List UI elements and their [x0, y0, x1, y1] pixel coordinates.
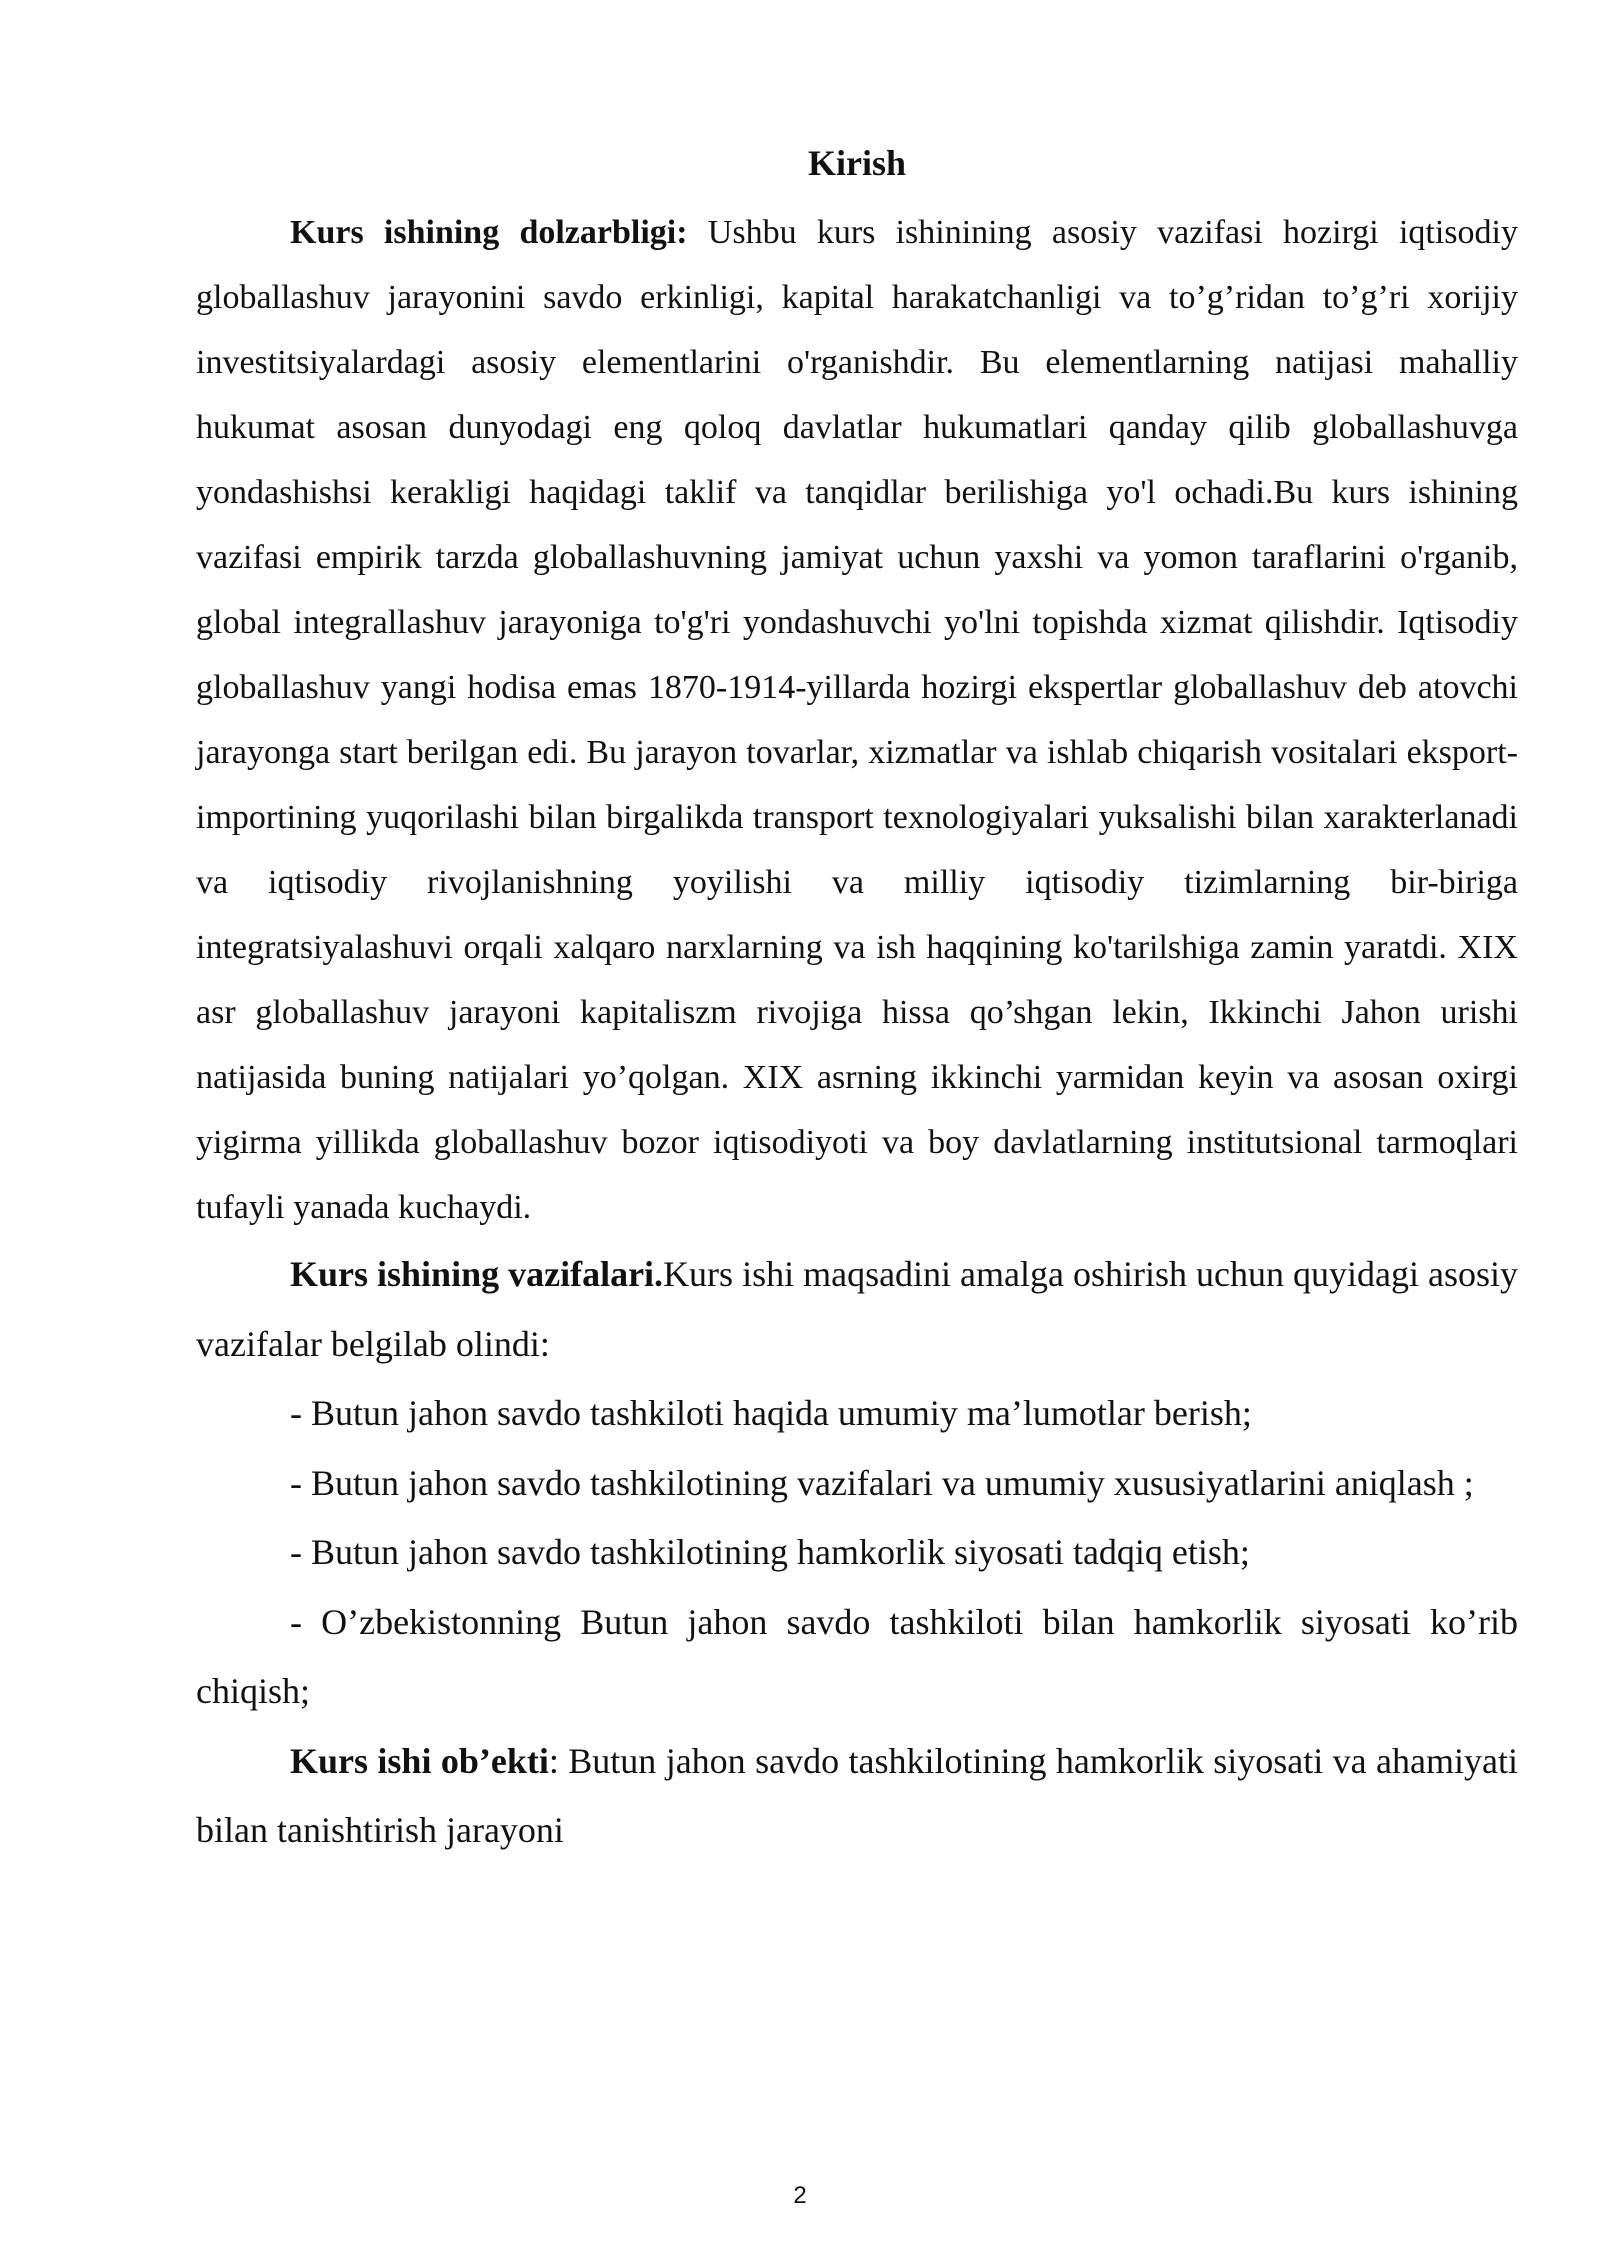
- object-heading: Kurs ishi ob’ekti: [290, 1740, 549, 1781]
- document-title: Kirish: [807, 143, 906, 183]
- document-page: [196, 136, 1518, 1866]
- relevance-body: Ushbu kurs ishinining asosiy vazifasi hozirgi iqtisodiy globallashuv jarayonini savdo erkinligi, kapital harakatchanligi va to’g’ridan to’g’ri xorijiy investitsiyalardagi asosiy elementlarini o'rganishdir. Bu elementlarning natijasi mahalliy hukumat asosan dunyodagi eng qoloq davlatlar hukumatlari qanday qilib globallashuvga yondashishsi kerakligi haqidagi taklif va tanqidlar berilishiga yo'l ochadi.Bu kurs ishining vazifasi empirik tarzda globallashuvning jamiyat uchun yaxshi va yomon taraflarini o'rganib, global integrallashuv jarayoniga to'g'ri yondashuvchi yo'lni topishda xizmat qilishdir. Iqtisodiy globallashuv yangi hodisa emas 1870-1914-yillarda hozirgi ekspertlar globallashuv deb atovchi jarayonga start berilgan edi. Bu jarayon tovarlar, xizmatlar va ishlab chiqarish vositalari eksport-importining yuqorilashi bilan birgalikda transport texnologiyalari yuksalishi bilan xarakterlanadi va iqtisodiy rivojlanishning yoyilishi va milliy iqtisodiy tizimlarning bir-biriga integratsiyalashuvi orqali xalqaro narxlarning va ish haqqining ko'tarilshiga zamin yaratdi. XIX asr globallashuv jarayoni kapitaliszm rivojiga hissa qo’shgan lekin, Ikkinchi Jahon urishi natijasida buning natijalari yo’qolgan. XIX asrning ikkinchi yarmidan keyin va asosan oxirgi yigirma yillikda globallashuv bozor iqtisodiyoti va boy davlatlarning institutsional tarmoqlari tufayli yanada kuchaydi.: [196, 214, 1518, 1226]
- relevance-heading: Kurs ishining dolzarbligi:: [290, 214, 688, 251]
- task-item: - O’zbekistonning Butun jahon savdo tashkiloti bilan hamkorlik siyosati ko’rib chiqish;: [196, 1601, 1518, 1711]
- tasks-paragraph: [196, 1240, 1518, 1379]
- task-item: - Butun jahon savdo tashkilotining vazifalari va umumiy xususiyatlarini aniqlash ;: [290, 1462, 1474, 1503]
- page-number: 2: [793, 2182, 807, 2209]
- tasks-body: Kurs ishi maqsadini amalga oshirish uchun quyidagi asosiy vazifalar belgilab olindi:: [196, 1254, 1518, 1364]
- tasks-heading: Kurs ishining vazifalari.: [290, 1254, 664, 1294]
- object-body: : Butun jahon savdo tashkilotining hamkorlik siyosati va ahamiyati bilan tanishtirish jarayoni: [196, 1740, 1518, 1850]
- task-item: - Butun jahon savdo tashkilotining hamkorlik siyosati tadqiq etish;: [290, 1532, 1250, 1572]
- task-item: - Butun jahon savdo tashkiloti haqida umumiy ma’lumotlar berish;: [290, 1393, 1252, 1433]
- relevance-paragraph: [196, 200, 1518, 1240]
- object-paragraph: [196, 1727, 1518, 1866]
